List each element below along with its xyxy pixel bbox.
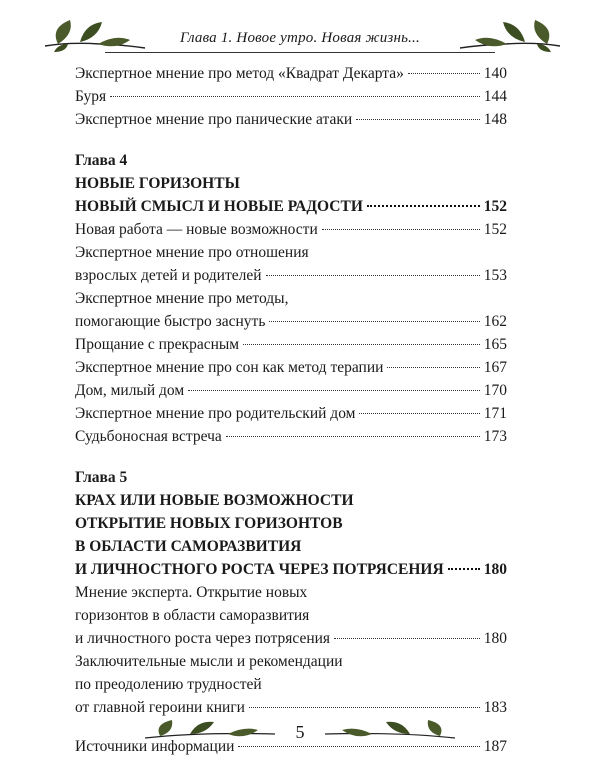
toc-entry-title: Прощание с прекрасным (75, 336, 240, 353)
header-rule (105, 52, 495, 53)
spacer (75, 448, 507, 466)
toc-entry (75, 264, 507, 287)
chapter-title: НОВЫЕ ГОРИЗОНТЫ (75, 175, 240, 192)
chapter-page: 180 (483, 561, 507, 578)
toc-entry-title: горизонтов в области саморазвития (75, 607, 310, 624)
toc-entry-title: Дом, милый дом (75, 382, 185, 399)
leader-dots (356, 119, 480, 120)
toc-entry-page: 144 (483, 88, 507, 105)
toc-entry-page: 140 (483, 65, 507, 82)
chapter-title: ОТКРЫТИЕ НОВЫХ ГОРИЗОНТОВ (75, 515, 343, 532)
toc-entry-title: Судьбоносная встреча (75, 428, 222, 445)
toc-entry (75, 310, 507, 333)
toc-entry-title: по преодолению трудностей (75, 676, 262, 693)
toc-entry-title: помогающие быстро заснуть (75, 313, 266, 330)
toc-entry (75, 356, 507, 379)
toc-entry-page: 170 (483, 382, 507, 399)
toc-entry-page: 167 (483, 359, 507, 376)
leader-dots (238, 746, 479, 747)
leader-dots (387, 367, 479, 368)
toc-entry-page: 148 (483, 111, 507, 128)
leader-dots (110, 96, 480, 97)
toc-entry-page: 171 (483, 405, 507, 422)
toc-entry (75, 108, 507, 131)
spacer (75, 131, 507, 149)
leader-dots (367, 205, 480, 207)
toc-entry-page: 165 (483, 336, 507, 353)
toc-entry (75, 402, 507, 425)
toc-entry-title: Буря (75, 88, 107, 105)
leader-dots (243, 344, 480, 345)
chapter-title: И ЛИЧНОСТНОГО РОСТА ЧЕРЕЗ ПОТРЯСЕНИЯ (75, 561, 444, 578)
chapter-page: 152 (483, 198, 507, 215)
toc-entry-title: Экспертное мнение про отношения (75, 244, 309, 261)
toc-entry (75, 218, 507, 241)
toc-entry-title: Экспертное мнение про методы, (75, 290, 289, 307)
chapter-title-entry (75, 195, 507, 218)
toc-entry-page: 152 (483, 221, 507, 238)
chapter-title: КРАХ ИЛИ НОВЫЕ ВОЗМОЖНОСТИ (75, 492, 354, 509)
toc-entry (75, 62, 507, 85)
chapter-title: В ОБЛАСТИ САМОРАЗВИТИЯ (75, 538, 302, 555)
toc-entry (75, 425, 507, 448)
toc-entry (75, 85, 507, 108)
toc-entry-title: Экспертное мнение про родительский дом (75, 405, 356, 422)
leader-dots (408, 73, 480, 74)
toc-entry-title: Экспертное мнение про сон как метод терапии (75, 359, 384, 376)
leader-dots (322, 229, 480, 230)
table-of-contents (75, 62, 507, 758)
toc-entry (75, 627, 507, 650)
toc-entry-page: 162 (483, 313, 507, 330)
toc-entry-page: 180 (483, 630, 507, 647)
leader-dots (249, 707, 480, 708)
leader-dots (448, 568, 480, 570)
toc-entry-title: от главной героини книги (75, 699, 245, 716)
toc-entry-title: Заключительные мысли и рекомендации (75, 653, 343, 670)
toc-entry-title: Новая работа — новые возможности (75, 221, 318, 238)
page-number: 5 (295, 722, 305, 742)
toc-entry-page: 153 (483, 267, 507, 284)
leader-dots (226, 436, 480, 437)
leader-dots (266, 275, 480, 276)
chapter-title: НОВЫЙ СМЫСЛ И НОВЫЕ РАДОСТИ (75, 198, 363, 215)
toc-entry (75, 333, 507, 356)
leader-dots (269, 321, 479, 322)
leader-dots (188, 390, 480, 391)
toc-entry-page: 183 (483, 699, 507, 716)
toc-entry-page: 187 (483, 738, 507, 755)
leader-dots (334, 638, 480, 639)
chapter-label: Глава 5 (75, 469, 128, 486)
toc-entry-title: Экспертное мнение про панические атаки (75, 111, 353, 128)
chapter-title-entry (75, 558, 507, 581)
toc-entry-title: Мнение эксперта. Открытие новых (75, 584, 308, 601)
leader-dots (359, 413, 479, 414)
running-header: Глава 1. Новое утро. Новая жизнь... (180, 30, 420, 46)
toc-entry-title: взрослых детей и родителей (75, 267, 262, 284)
toc-entry-title: Экспертное мнение про метод «Квадрат Декарта» (75, 65, 404, 82)
toc-entry-page: 173 (483, 428, 507, 445)
toc-entry (75, 379, 507, 402)
chapter-label: Глава 4 (75, 152, 128, 169)
toc-entry-title: и личностного роста через потрясения (75, 630, 331, 647)
toc-entry-title: Источники информации (75, 738, 235, 755)
